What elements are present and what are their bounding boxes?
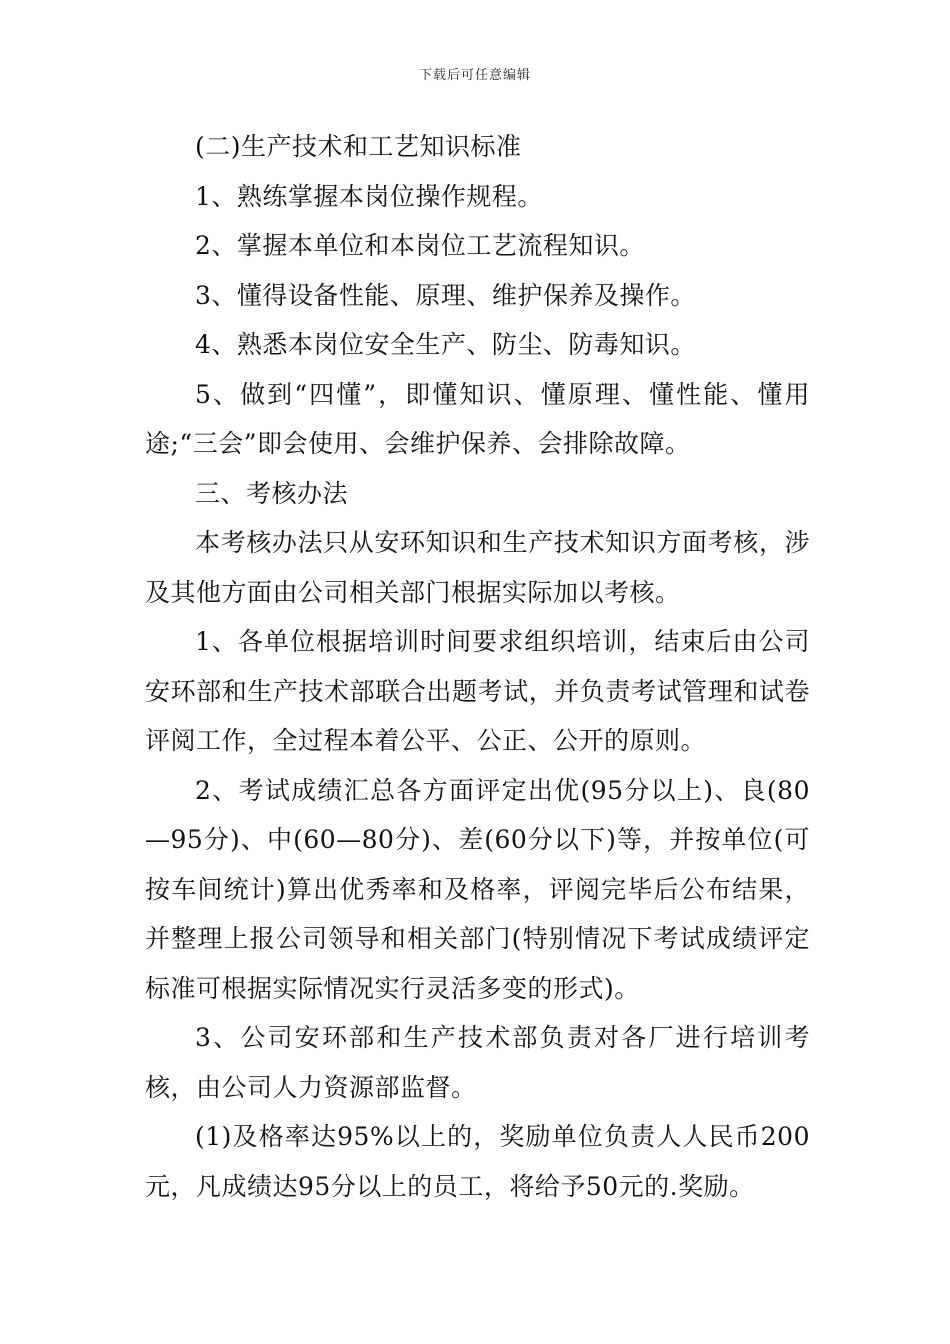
list-item: 1、熟练掌握本岗位操作规程。 — [195, 181, 543, 211]
list-item: 4、熟悉本岗位安全生产、防尘、防毒知识。 — [195, 330, 696, 359]
list-item: (1)及格率达95%以上的，奖励单位负责人人民币200元，凡成绩达95分以上的员工，将给予50元的.奖励。 — [145, 1122, 810, 1201]
list-item: 1、各单位根据培训时间要求组织培训，结束后由公司安环部和生产技术部联合出题考试，并负责考试管理和试卷评阅工作，全过程本着公平、公正、公开的原则。 — [145, 627, 810, 755]
list-item: 2、掌握本单位和本岗位工艺流程知识。 — [195, 231, 645, 260]
section-heading-production-knowledge: (二)生产技术和工艺知识标准 — [195, 132, 522, 161]
paragraph: 本考核办法只从安环知识和生产技术知识方面考核，涉及其他方面由公司相关部门根据实际加以考核。 — [145, 528, 810, 607]
list-item: 3、懂得设备性能、原理、维护保养及操作。 — [195, 280, 696, 310]
list-item: 2、考试成绩汇总各方面评定出优(95分以上)、良(80—95分)、中(60—80分)、差(60分以下)等，并按单位(可按车间统计)算出优秀率和及格率，评阅完毕后公布结果，并整理上报公司领导和相关部门(特别情况下考试成绩评定标准可根据实际情况实行灵活多变的形式)。 — [145, 775, 810, 1003]
list-item: 3、公司安环部和生产技术部负责对各厂进行培训考核，由公司人力资源部监督。 — [145, 1023, 810, 1102]
list-item: 5、做到“四懂”，即懂知识、懂原理、懂性能、懂用途;“三会”即会使用、会维护保养、会排除故障。 — [145, 379, 810, 458]
body-text — [145, 122, 810, 1211]
section-heading-assessment: 三、考核办法 — [195, 478, 349, 508]
header-note: 下载后可任意编辑 — [418, 68, 531, 83]
